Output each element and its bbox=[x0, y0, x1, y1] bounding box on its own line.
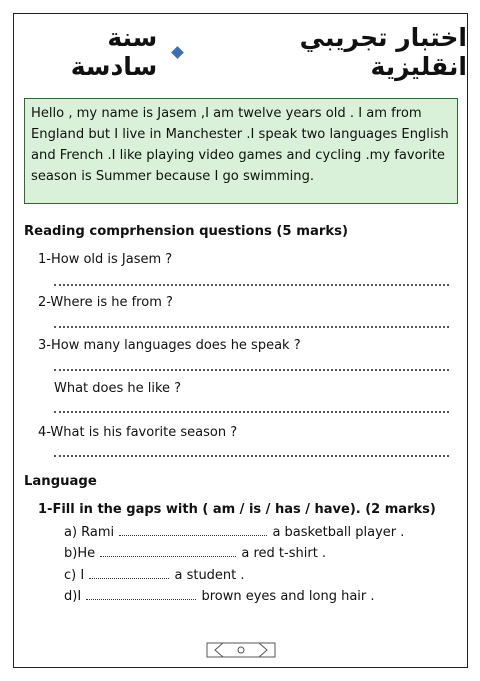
answer-line-3b[interactable] bbox=[54, 411, 449, 413]
worksheet-frame bbox=[13, 13, 468, 668]
answer-line-4[interactable] bbox=[54, 455, 449, 457]
worksheet-title bbox=[14, 23, 467, 81]
gap-item-d-suffix: brown eyes and long hair . bbox=[201, 589, 375, 604]
title-grade: سنة سادسة bbox=[70, 23, 158, 81]
gap-item-b-suffix: a red t-shirt . bbox=[241, 546, 327, 561]
gap-item-a bbox=[64, 525, 404, 540]
gap-blank-b[interactable] bbox=[100, 546, 236, 557]
gap-item-a-prefix: a) Rami bbox=[64, 525, 115, 540]
answer-line-3[interactable] bbox=[54, 369, 449, 371]
gap-item-c-suffix: a student . bbox=[174, 568, 245, 583]
gap-blank-c[interactable] bbox=[89, 568, 169, 579]
reading-passage: Hello , my name is Jasem ,I am twelve years old . I am from England but I live in Manchester .I speak two languages English and French .I like playing video games and cycling .my favorite season is Summer because I go swimming. bbox=[24, 98, 458, 204]
reading-heading: Reading comprhension questions (5 marks) bbox=[24, 224, 348, 239]
gap-item-d bbox=[64, 589, 375, 604]
question-1: 1-How old is Jasem ? bbox=[38, 252, 173, 267]
question-3: 3-How many languages does he speak ? bbox=[38, 338, 301, 353]
gap-item-a-suffix: a basketball player . bbox=[272, 525, 405, 540]
answer-line-2[interactable] bbox=[54, 326, 449, 328]
gap-item-d-prefix: d)I bbox=[64, 589, 82, 604]
gap-item-b bbox=[64, 546, 326, 561]
page-ornament-icon bbox=[201, 639, 281, 661]
title-exam-name: اختبار تجريبي انقليزية bbox=[299, 23, 467, 81]
language-heading: Language bbox=[24, 474, 97, 489]
question-2: 2-Where is he from ? bbox=[38, 295, 173, 310]
diamond-bullet-icon bbox=[171, 46, 184, 59]
gap-blank-a[interactable] bbox=[119, 525, 267, 536]
answer-line-1[interactable] bbox=[54, 284, 449, 286]
gap-blank-d[interactable] bbox=[86, 589, 196, 600]
question-4: 4-What is his favorite season ? bbox=[38, 425, 238, 440]
question-3b: What does he like ? bbox=[54, 381, 182, 396]
gap-item-b-prefix: b)He bbox=[64, 546, 96, 561]
gap-item-c-prefix: c) I bbox=[64, 568, 85, 583]
fill-gaps-instruction: 1-Fill in the gaps with ( am / is / has / have). (2 marks) bbox=[38, 502, 436, 517]
gap-item-c bbox=[64, 568, 245, 583]
